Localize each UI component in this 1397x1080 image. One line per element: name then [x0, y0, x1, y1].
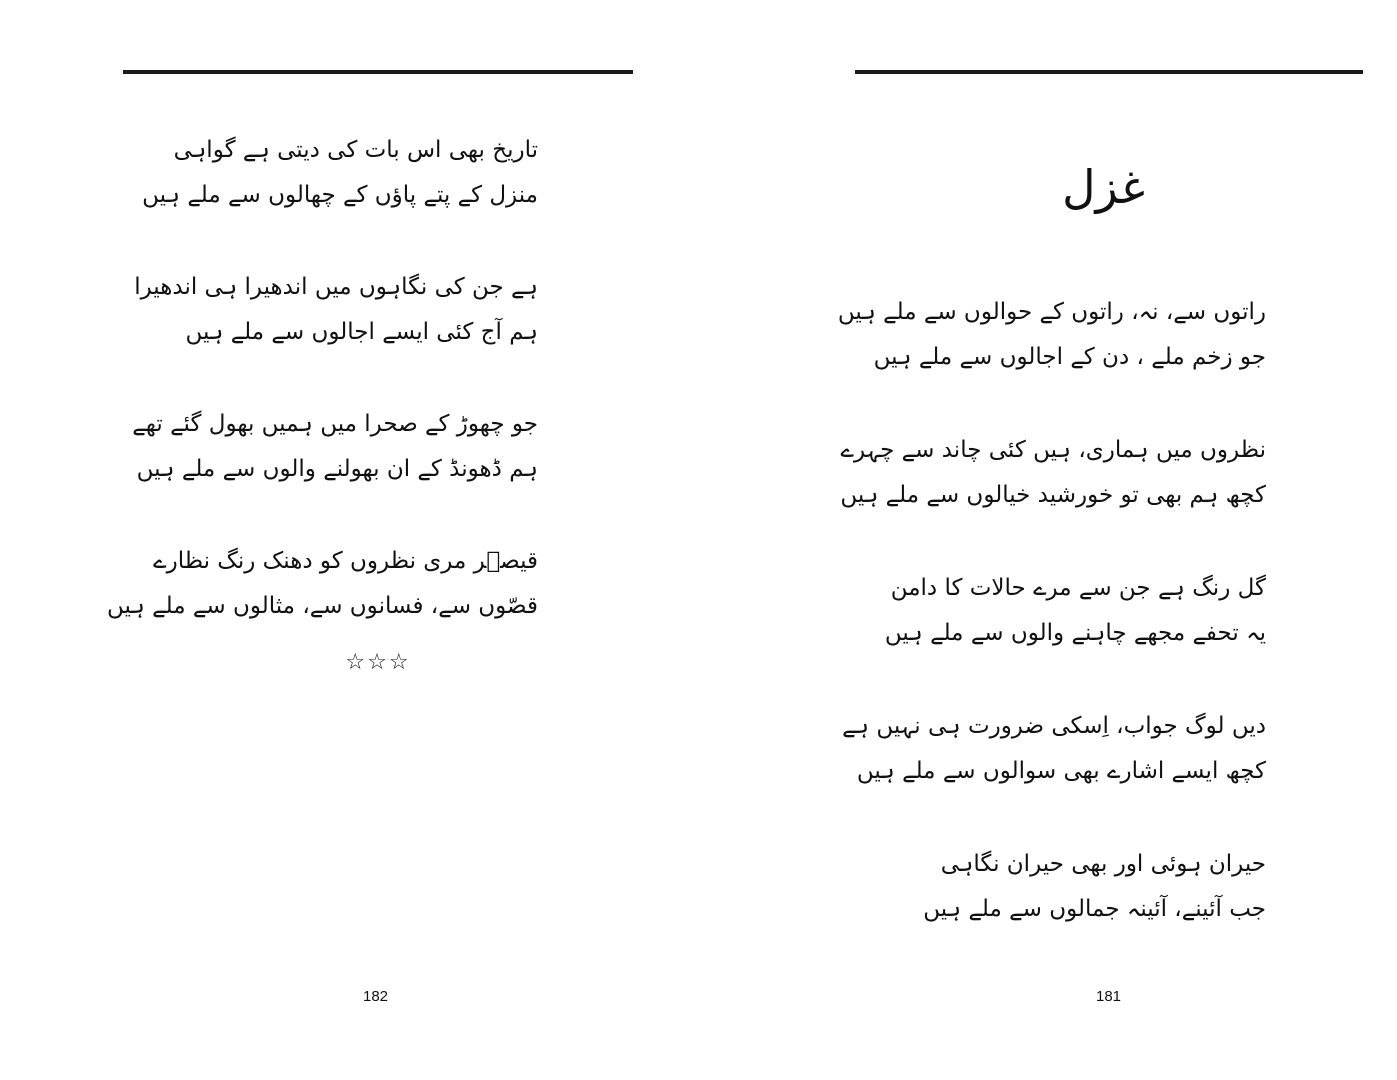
page-number: 182 — [363, 988, 389, 1005]
left-page — [0, 0, 698, 1080]
stanza — [923, 842, 1266, 932]
verse-line: جب آئینے، آئینہ جمالوں سے ملے ہیں — [923, 896, 1266, 922]
stanza — [134, 265, 538, 355]
verse-line: گل رنگ ہے جن سے مرے حالات کا دامن — [890, 575, 1266, 601]
page-number: 181 — [1096, 988, 1122, 1005]
star-ornament: ☆☆☆ — [345, 650, 411, 675]
verse-line: نظروں میں ہماری، ہیں کئی چاند سے چہرے — [840, 437, 1266, 463]
stanza — [106, 539, 538, 629]
stanza — [840, 428, 1266, 518]
ghazal-poem — [837, 290, 1266, 980]
header-rule — [855, 70, 1363, 74]
stanza — [142, 128, 538, 218]
poem-title: غزل — [1062, 160, 1145, 214]
verse-line: یہ تحفے مجھے چاہنے والوں سے ملے ہیں — [884, 620, 1266, 646]
verse-line: کچھ ہم بھی تو خورشید خیالوں سے ملے ہیں — [840, 482, 1266, 508]
verse-line: تاریخ بھی اس بات کی دیتی ہے گواہی — [173, 137, 538, 163]
verse-line: ہے جن کی نگاہوں میں اندھیرا ہی اندھیرا — [134, 274, 538, 300]
verse-line: راتوں سے، نہ، راتوں کے حوالوں سے ملے ہیں — [837, 299, 1266, 325]
stanza — [132, 402, 538, 492]
stanza — [884, 566, 1266, 656]
verse-line: ہم ڈھونڈ کے ان بھولنے والوں سے ملے ہیں — [136, 456, 538, 482]
verse-line: جو زخم ملے ، دن کے اجالوں سے ملے ہیں — [873, 344, 1266, 370]
stanza — [837, 290, 1266, 380]
verse-line: دیں لوگ جواب، اِسکی ضرورت ہی نہیں ہے — [842, 713, 1266, 739]
verse-line: قیصؔر مری نظروں کو دھنک رنگ نظارے — [153, 548, 538, 574]
poem-continuation — [106, 128, 538, 676]
verse-line: ہم آج کئی ایسے اجالوں سے ملے ہیں — [185, 319, 538, 345]
verse-line: قصّوں سے، فسانوں سے، مثالوں سے ملے ہیں — [106, 593, 538, 619]
verse-line: کچھ ایسے اشارے بھی سوالوں سے ملے ہیں — [856, 758, 1266, 784]
verse-line: حیران ہوئی اور بھی حیران نگاہی — [940, 851, 1266, 877]
stanza — [842, 704, 1266, 794]
header-rule — [123, 70, 633, 74]
verse-line: منزل کے پتے پاؤں کے چھالوں سے ملے ہیں — [142, 182, 538, 208]
right-page — [698, 0, 1397, 1080]
verse-line: جو چھوڑ کے صحرا میں ہمیں بھول گئے تھے — [132, 411, 538, 437]
